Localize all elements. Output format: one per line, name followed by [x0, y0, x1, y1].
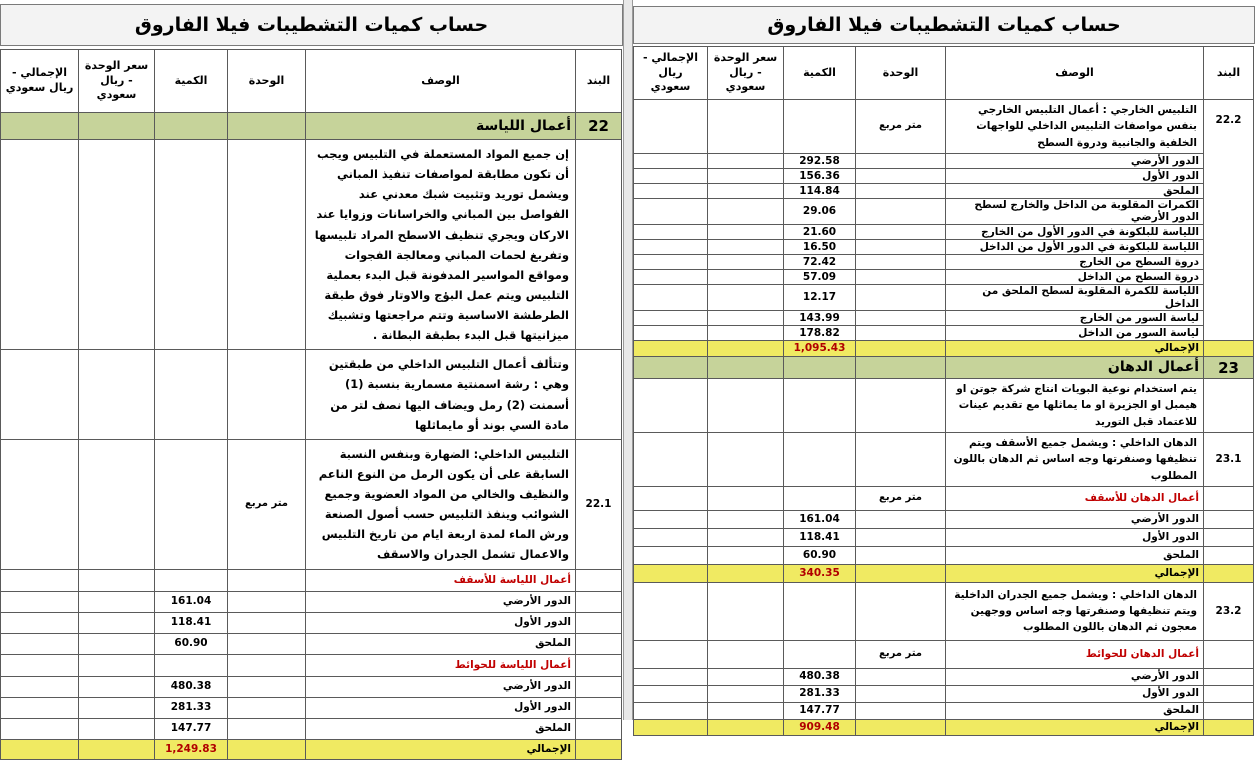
- total-qty: 1,095.43: [784, 341, 856, 357]
- total-qty: 909.48: [784, 719, 856, 735]
- total-row: [634, 719, 1254, 735]
- section-code: 23: [1204, 357, 1254, 379]
- row-desc: اللياسة للبلكونة في الدور الأول من الداخل: [946, 239, 1204, 254]
- row-qty: 147.77: [784, 702, 856, 719]
- item-code: 23.1: [1204, 432, 1254, 486]
- spec-paragraph-1: إن جميع المواد المستعملة في التلبيس ويجب أن تكون مطابقة لمواصفات تنفيذ المباني ويشمل توريد وتثبيت شبك معدني عند الفواصل بين المباني والخراسانات وزوايا عند الاركان ويجري تنظيف الاسطح المراد تلبيسها وتفريغ لحمات المباني ومعالجة الفجوات ومواقع المواسير المدفونة قبل البدء بعملية التلبيس ويتم عمل البؤج والاوتار فوق طبقة الطرطشة الاساسية وتتم مراجعتها وتشبيك ميزانيتها قبل البدء بطبقة البطانة .: [306, 140, 576, 350]
- row-qty: 480.38: [155, 676, 228, 697]
- subheading-walls: أعمال الدهان للحوائط: [946, 640, 1204, 668]
- paragraph-row: [1, 350, 622, 440]
- table-row: [634, 239, 1254, 254]
- header-desc: الوصف: [946, 47, 1204, 100]
- row-qty: 60.90: [784, 546, 856, 564]
- table-row: [634, 668, 1254, 685]
- table-row: [634, 326, 1254, 341]
- row-qty: 178.82: [784, 326, 856, 341]
- table-row: [634, 224, 1254, 239]
- table-row: [634, 284, 1254, 310]
- header-unit: الوحدة: [856, 47, 946, 100]
- row-qty: 480.38: [784, 668, 856, 685]
- row-qty: 118.41: [784, 528, 856, 546]
- row-qty: 60.90: [155, 633, 228, 654]
- subheading-row: [634, 640, 1254, 668]
- row-qty: 156.36: [784, 168, 856, 183]
- section-code: 22: [576, 113, 622, 140]
- table-row: [1, 718, 622, 739]
- row-desc: الدور الأول: [946, 685, 1204, 702]
- header-unit: الوحدة: [228, 50, 306, 113]
- total-qty: 1,249.83: [155, 739, 228, 759]
- row-qty: 72.42: [784, 254, 856, 269]
- section-title: أعمال الدهان: [946, 357, 1204, 379]
- table-row: [634, 183, 1254, 198]
- table-row: [1, 633, 622, 654]
- item-desc: التلبيس الخارجي : أعمال التلبيس الخارجي بنفس مواصفات التلبيس الداخلي للواجهات الخلفية والجانبية ودروة السطح: [946, 100, 1204, 154]
- table-row: [1, 676, 622, 697]
- item-code: 22.1: [576, 439, 622, 569]
- right-quantities-table: [633, 46, 1254, 736]
- item-desc: الدهان الداخلي : ويشمل جميع الجدران الداخلية ويتم تنظيفها وصنفرتها وجه اساس ووجهين معجون ثم الدهان باللون المطلوب: [946, 582, 1204, 640]
- total-row: [1, 739, 622, 759]
- row-qty: 16.50: [784, 239, 856, 254]
- row-desc: اللياسة للبلكونة في الدور الأول من الخارج: [946, 224, 1204, 239]
- section-row-plaster: [1, 113, 622, 140]
- total-label: الإجمالي: [946, 341, 1204, 357]
- left-header-row: [1, 50, 622, 113]
- total-qty: 340.35: [784, 564, 856, 582]
- header-total: الإجمالي - ريال سعودي: [1, 50, 79, 113]
- item-row-22-1: [1, 439, 622, 569]
- table-row: [1, 612, 622, 633]
- row-desc: الدور الأرضي: [946, 153, 1204, 168]
- row-qty: 147.77: [155, 718, 228, 739]
- section-title: أعمال اللياسة: [306, 113, 576, 140]
- row-qty: 29.06: [784, 198, 856, 224]
- row-qty: 57.09: [784, 269, 856, 284]
- row-desc: الملحق: [946, 702, 1204, 719]
- header-total: الإجمالي - ريال سعودي: [634, 47, 708, 100]
- row-desc: الدور الأول: [306, 697, 576, 718]
- item-row-23-1: [634, 432, 1254, 486]
- total-label: الإجمالي: [946, 719, 1204, 735]
- subheading-ceilings: أعمال الدهان للأسقف: [946, 486, 1204, 510]
- row-desc: لياسة السور من الخارج: [946, 311, 1204, 326]
- unit-cell: متر مربع: [856, 100, 946, 154]
- header-desc: الوصف: [306, 50, 576, 113]
- row-desc: الدور الأرضي: [946, 510, 1204, 528]
- row-desc: الملحق: [946, 546, 1204, 564]
- row-qty: 281.33: [155, 697, 228, 718]
- row-qty: 21.60: [784, 224, 856, 239]
- unit-cell: متر مربع: [856, 640, 946, 668]
- table-row: [634, 546, 1254, 564]
- total-label: الإجمالي: [306, 739, 576, 759]
- subheading-row: [634, 486, 1254, 510]
- row-qty: 114.84: [784, 183, 856, 198]
- right-sheet: [633, 0, 1255, 733]
- table-row: [634, 168, 1254, 183]
- table-row: [634, 702, 1254, 719]
- header-qty: الكمية: [155, 50, 228, 113]
- row-qty: 281.33: [784, 685, 856, 702]
- subheading-row: [1, 654, 622, 676]
- table-row: [1, 591, 622, 612]
- row-qty: 292.58: [784, 153, 856, 168]
- row-qty: 161.04: [784, 510, 856, 528]
- item-row-22-2: [634, 100, 1254, 154]
- row-desc: الدور الأول: [946, 528, 1204, 546]
- unit-cell: متر مربع: [228, 439, 306, 569]
- table-row: [634, 153, 1254, 168]
- row-desc: الكمرات المقلوبة من الداخل والخارج لسطح الدور الأرضي: [946, 198, 1204, 224]
- right-header-row: [634, 47, 1254, 100]
- item-row-23-2: [634, 582, 1254, 640]
- row-desc: اللياسة للكمرة المقلوبة لسطح الملحق من الداخل: [946, 284, 1204, 310]
- row-desc: لياسة السور من الداخل: [946, 326, 1204, 341]
- item-desc: الدهان الداخلي : ويشمل جميع الأسقف ويتم تنظيفها وصنفرتها وجه اساس ثم الدهان باللون المطلوب: [946, 432, 1204, 486]
- row-desc: الدور الأول: [306, 612, 576, 633]
- left-quantities-table: [0, 49, 622, 760]
- header-qty: الكمية: [784, 47, 856, 100]
- total-row: [634, 564, 1254, 582]
- left-sheet-title: حساب كميات التشطيبات فيلا الفاروق: [0, 4, 623, 46]
- header-rate: سعر الوحدة - ريال سعودي: [708, 47, 784, 100]
- row-desc: الملحق: [306, 633, 576, 654]
- right-sheet-title: حساب كميات التشطيبات فيلا الفاروق: [633, 6, 1255, 44]
- row-qty: 143.99: [784, 311, 856, 326]
- spec-paragraph-2: وتتألف أعمال التلبيس الداخلي من طبقتين وهي : رشة اسمنتية مسمارية بنسبة (1) أسمنت (2) رمل ويضاف اليها نصف لتر من مادة السي بوند أو مايماثلها: [306, 350, 576, 440]
- header-code: البند: [1204, 47, 1254, 100]
- subheading-row: [1, 569, 622, 591]
- paint-intro: يتم استخدام نوعية البويات انتاج شركة جوتن او هيمبل او الجزيرة او ما يماثلها مع تقديم عينات للاعتماد قبل التوريد: [946, 379, 1204, 433]
- row-qty: 118.41: [155, 612, 228, 633]
- table-row: [634, 254, 1254, 269]
- row-desc: الدور الأول: [946, 168, 1204, 183]
- row-desc: الدور الأرضي: [306, 676, 576, 697]
- table-row: [634, 311, 1254, 326]
- subheading-walls: أعمال اللياسة للحوائط: [306, 654, 576, 676]
- table-row: [634, 528, 1254, 546]
- row-desc: الملحق: [306, 718, 576, 739]
- item-code: 23.2: [1204, 582, 1254, 640]
- row-desc: دروة السطح من الداخل: [946, 269, 1204, 284]
- row-desc: الملحق: [946, 183, 1204, 198]
- paragraph-row: [1, 140, 622, 350]
- table-row: [1, 697, 622, 718]
- table-row: [634, 510, 1254, 528]
- total-row: [634, 341, 1254, 357]
- unit-cell: متر مربع: [856, 486, 946, 510]
- item-code: 22.2: [1204, 100, 1254, 341]
- table-row: [634, 685, 1254, 702]
- spec-paragraph-3: التلبيس الداخلي: الضهارة وبنفس النسبة السابقة على أن يكون الرمل من النوع الناعم والنظيف والخالي من المواد العضوية وجميع الشوائب وينفذ التلبيس حسب أصول الصنعة ورش الماء لمدة اربعة ايام من تاريخ التلبيس والاعمال تشمل الجدران والاسقف: [306, 439, 576, 569]
- header-code: البند: [576, 50, 622, 113]
- sheet-divider: [623, 0, 633, 720]
- paragraph-row: [634, 379, 1254, 433]
- section-row-paint: [634, 357, 1254, 379]
- table-row: [634, 269, 1254, 284]
- row-desc: دروة السطح من الخارج: [946, 254, 1204, 269]
- left-sheet: [0, 0, 623, 755]
- table-row: [634, 198, 1254, 224]
- total-label: الإجمالي: [946, 564, 1204, 582]
- row-qty: 161.04: [155, 591, 228, 612]
- subheading-ceilings: أعمال اللياسة للأسقف: [306, 569, 576, 591]
- header-rate: سعر الوحدة - ريال سعودي: [79, 50, 155, 113]
- row-qty: 12.17: [784, 284, 856, 310]
- row-desc: الدور الأرضي: [946, 668, 1204, 685]
- row-desc: الدور الأرضي: [306, 591, 576, 612]
